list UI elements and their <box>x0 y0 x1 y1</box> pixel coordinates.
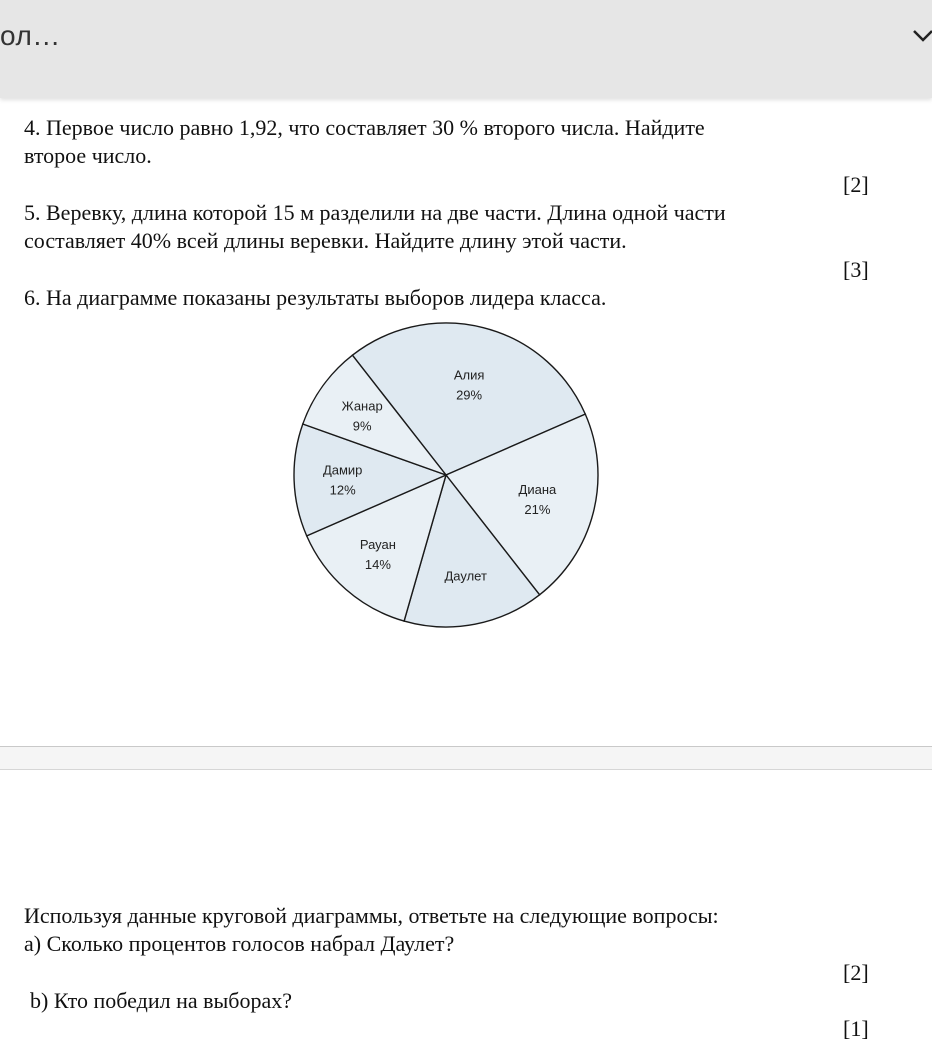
q4-line-1: 4. Первое число равно 1,92, что составляет 30 % второго числа. Найдите <box>24 115 705 140</box>
pie-label-4: Рауан 14% <box>359 536 396 572</box>
question-a-marks: [2] <box>843 960 869 985</box>
questions-intro: Используя данные круговой диаграммы, ответьте на следующие вопросы: <box>24 903 719 928</box>
topbar-title: ол… <box>0 20 61 51</box>
pie-chart <box>288 318 608 638</box>
q6-line-1: 6. На диаграмме показаны результаты выборов лидера класса. <box>24 285 607 310</box>
pie-label-1: Алия 29% <box>453 367 485 403</box>
question-b: b) Кто победил на выборах? <box>30 988 293 1013</box>
q5-line-2: составляет 40% всей длины веревки. Найдите длину этой части. <box>24 228 627 253</box>
q4-line-2: второе число. <box>24 143 152 168</box>
q5-line-1: 5. Веревку, длина которой 15 м разделили на две части. Длина одной части <box>24 200 726 225</box>
q4-marks: [2] <box>843 172 869 197</box>
top-bar <box>0 0 932 98</box>
q5-marks: [3] <box>843 257 869 282</box>
pie-label-3: Даулет <box>444 568 487 584</box>
pie-label-2: Диана 21% <box>518 482 557 518</box>
chevron-down-icon[interactable] <box>912 28 932 44</box>
pie-label-5: Дамир 12% <box>322 462 363 498</box>
section-divider <box>0 746 932 770</box>
question-a: a) Сколько процентов голосов набрал Даулет? <box>24 931 455 956</box>
question-b-marks: [1] <box>843 1016 869 1041</box>
pie-label-6: Жанар 9% <box>341 398 383 434</box>
